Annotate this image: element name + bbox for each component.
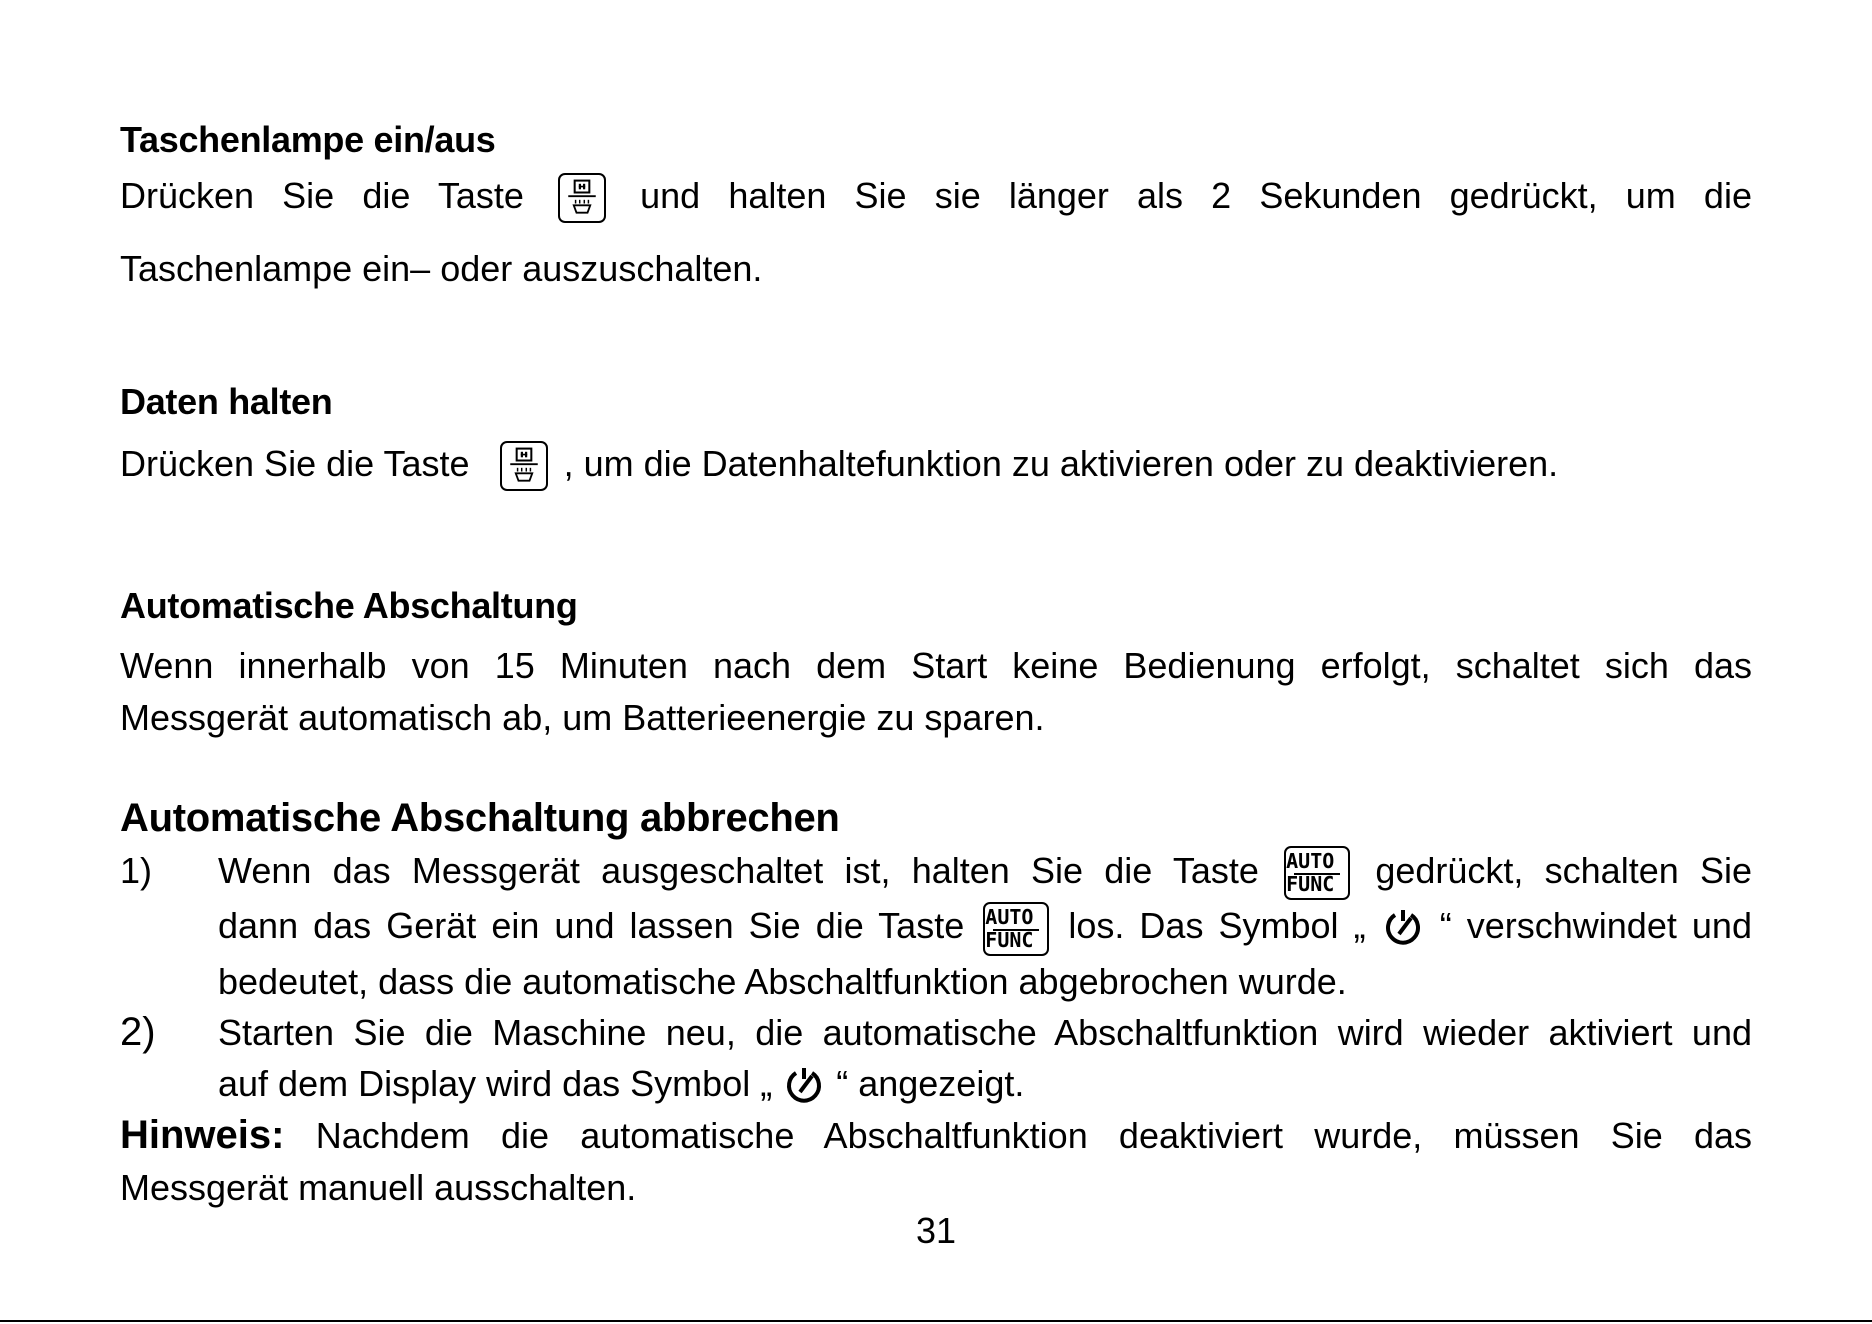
text: “ verschwindet und	[1439, 905, 1752, 947]
section-title: Automatische Abschaltung	[120, 585, 578, 626]
hold-flashlight-key-icon	[558, 173, 606, 223]
text: Wenn das Messgerät ausgeschaltet ist, halten Sie die Taste	[218, 850, 1259, 891]
text: Drücken Sie die Taste	[120, 443, 470, 484]
page-number: 31	[915, 1210, 957, 1251]
text: dann das Gerät ein und lassen Sie die Taste	[218, 905, 965, 947]
note-line: Messgerät manuell ausschalten.	[120, 1166, 637, 1208]
text: Drücken Sie die Taste	[120, 175, 524, 216]
paragraph-line: Messgerät automatisch ab, um Batterieenergie zu sparen.	[120, 697, 1045, 738]
list-line	[218, 1058, 1752, 1109]
auto-power-off-icon	[784, 1064, 824, 1104]
key-label-bottom: FUNC	[985, 927, 1034, 952]
text: “ angezeigt.	[836, 1062, 1025, 1104]
list-line	[218, 900, 1752, 955]
text: Nachdem die automatische Abschaltfunktion deaktiviert wurde, müssen Sie das	[315, 1114, 1752, 1156]
paragraph-line: Wenn innerhalb von 15 Minuten nach dem Start keine Bedienung erfolgt, schaltet sich das	[120, 645, 1752, 686]
key-label-top: AUTO	[1286, 849, 1335, 874]
section-title: Automatische Abschaltung abbrechen	[120, 796, 840, 840]
numbered-list	[120, 845, 1752, 1214]
note-line	[120, 1109, 1752, 1162]
auto-func-key-icon	[1284, 846, 1350, 900]
section-auto-off	[120, 584, 1752, 744]
list-line	[218, 845, 1752, 900]
list-item	[120, 1007, 1752, 1109]
hold-flashlight-key-icon	[500, 441, 548, 491]
key-label-bottom: FUNC	[1286, 872, 1335, 897]
auto-func-key-icon	[983, 902, 1049, 956]
section-data-hold	[120, 380, 1752, 491]
list-line: Starten Sie die Maschine neu, die automatische Abschaltfunktion wird wieder aktiviert und	[218, 1011, 1752, 1053]
note-label: Hinweis:	[120, 1112, 285, 1157]
list-number: 2)	[120, 1009, 156, 1054]
list-number: 1)	[120, 850, 153, 891]
text: und halten Sie sie länger als 2 Sekunden gedrückt, um die	[640, 175, 1752, 216]
text: los. Das Symbol „	[1068, 905, 1366, 947]
section-title: Taschenlampe ein/aus	[120, 119, 496, 160]
paragraph	[120, 438, 1752, 491]
list-item	[120, 845, 1752, 1007]
auto-power-off-icon	[1383, 906, 1423, 946]
text: auf dem Display wird das Symbol „	[218, 1062, 773, 1104]
section-cancel-auto-off	[120, 794, 1752, 842]
text: gedrückt, schalten Sie	[1375, 850, 1752, 891]
section-title: Daten halten	[120, 381, 333, 422]
note	[120, 1109, 1752, 1214]
section-flashlight	[120, 118, 1752, 295]
bottom-divider	[0, 1320, 1872, 1322]
paragraph	[120, 170, 1752, 223]
list-line: bedeutet, dass die automatische Abschaltfunktion abgebrochen wurde.	[218, 960, 1347, 1002]
key-label-top: AUTO	[985, 904, 1034, 929]
text: , um die Datenhaltefunktion zu aktivieren oder zu deaktivieren.	[563, 443, 1559, 484]
paragraph-line: Taschenlampe ein– oder auszuschalten.	[120, 248, 763, 290]
